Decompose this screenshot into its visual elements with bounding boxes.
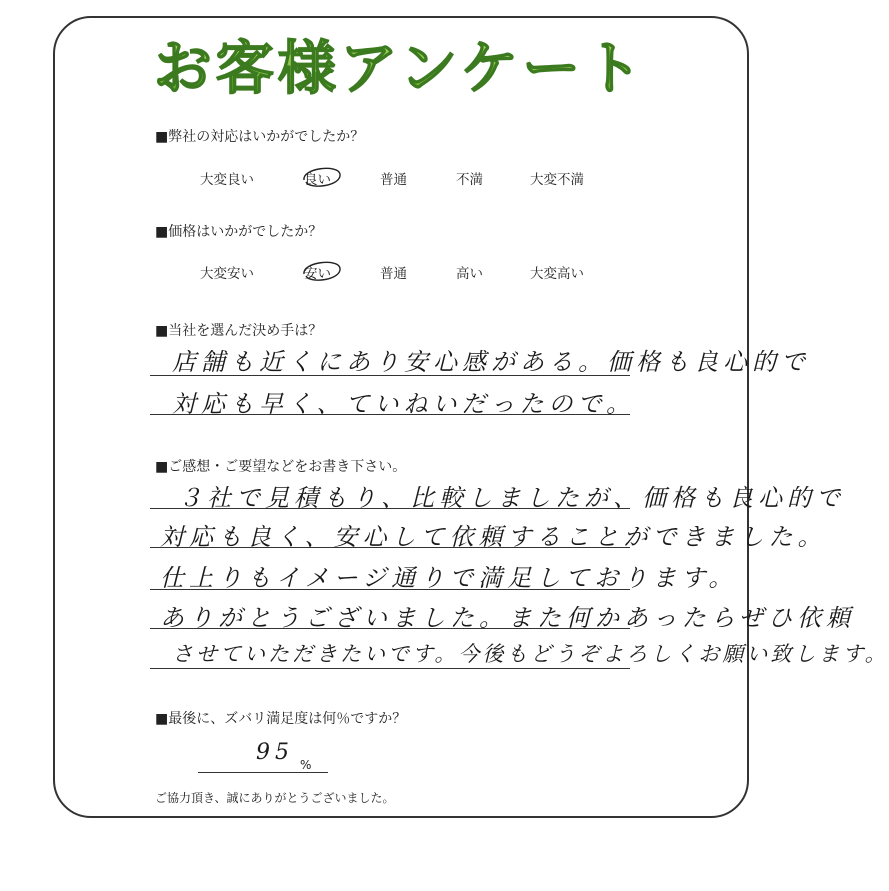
q5-rule <box>198 772 328 773</box>
q2-option-5[interactable]: 大変高い <box>530 266 584 282</box>
q5-label: ■最後に、ズバリ満足度は何％ですか？ <box>155 711 407 727</box>
q1-label: ■弊社の対応はいかがでしたか？ <box>155 129 365 145</box>
q4-rule-4 <box>150 628 630 629</box>
q1-option-4[interactable]: 不満 <box>456 172 483 188</box>
q2-option-2[interactable]: 安い <box>304 266 331 282</box>
q1-option-1[interactable]: 大変良い <box>200 172 254 188</box>
q3-answer-line-2: 対応も早く、ていねいだったので。 <box>172 390 636 418</box>
q4-answer-line-4: ありがとうございました。また何かあったらぜひ依頼 <box>160 604 856 632</box>
q4-answer-line-3: 仕上りもイメージ通りで満足しております。 <box>160 564 738 592</box>
q4-rule-3 <box>150 589 630 590</box>
q1-option-3[interactable]: 普通 <box>380 172 407 188</box>
q5-answer[interactable]: 95 <box>256 740 294 765</box>
q3-rule-2 <box>150 414 630 415</box>
survey-title-text: お客様アンケート <box>153 34 647 102</box>
q4-answer-line-5: させていただきたいです。今後もどうぞよろしくお願い致します。 <box>172 642 889 666</box>
q1-option-2[interactable]: 良い <box>304 172 331 188</box>
q5-unit: % <box>300 758 312 772</box>
q3-answer-line-1: 店舗も近くにあり安心感がある。価格も良心的で <box>172 348 810 376</box>
q2-option-1[interactable]: 大変安い <box>200 266 254 282</box>
survey-title <box>60 26 740 106</box>
q3-rule-1 <box>150 375 630 376</box>
q4-answer-line-2: 対応も良く、安心して依頼することができました。 <box>160 523 827 551</box>
q1-option-5[interactable]: 大変不満 <box>530 172 584 188</box>
q3-label: ■当社を選んだ決め手は？ <box>155 323 323 339</box>
q4-label: ■ご感想・ご要望などをお書き下さい。 <box>155 459 407 475</box>
q2-option-3[interactable]: 普通 <box>380 266 407 282</box>
q4-rule-2 <box>150 547 630 548</box>
q4-rule-5 <box>150 668 630 669</box>
q2-option-4[interactable]: 高い <box>456 266 483 282</box>
q4-rule-1 <box>150 508 630 509</box>
q4-answer-line-1: ３社で見積もり、比較しましたが、価格も良心的で <box>178 484 845 512</box>
thanks-footer: ご協力頂き、誠にありがとうございました。 <box>155 791 395 805</box>
q2-label: ■価格はいかがでしたか？ <box>155 224 323 240</box>
